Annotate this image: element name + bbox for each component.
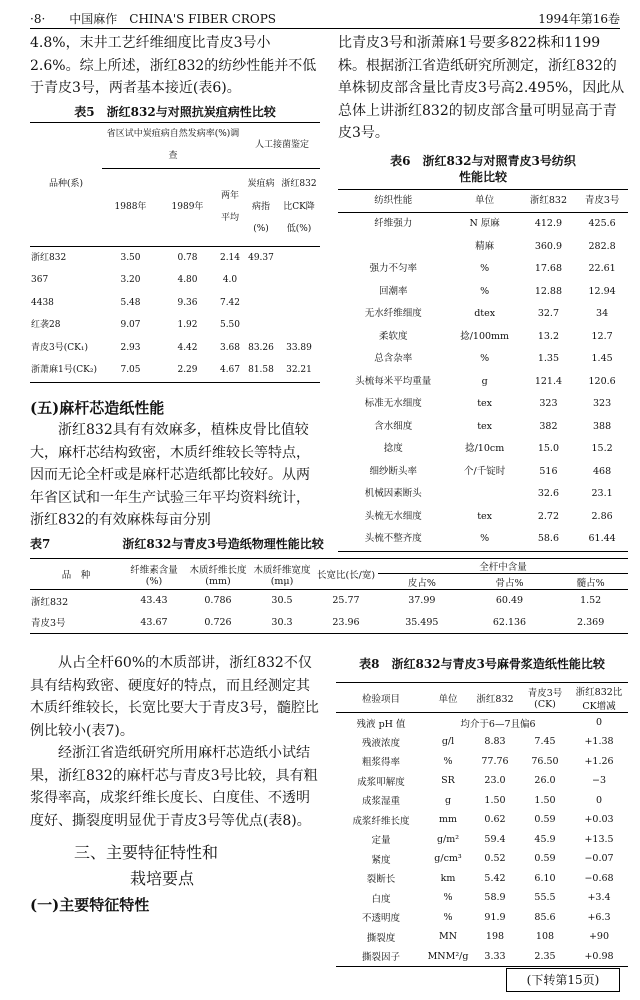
subsection-1-heading: (一)主要特征特性 bbox=[30, 896, 150, 914]
table8-cell: 成浆纤维长度 bbox=[352, 815, 410, 827]
table5-cell: 2.29 bbox=[177, 365, 198, 375]
table5-header-avg: 两年平均 bbox=[220, 190, 239, 223]
table6-cell: 61.44 bbox=[588, 533, 616, 544]
table8-cell: 均介于6—7且偏6 bbox=[460, 718, 536, 730]
table5-cell: 4438 bbox=[31, 297, 54, 308]
table7-header-length: 木质纤维长度(mm) bbox=[189, 564, 247, 587]
table7-header-pith: 髓占% bbox=[576, 577, 605, 589]
table7-cell: 43.43 bbox=[140, 595, 168, 607]
table5-cell bbox=[244, 314, 278, 337]
page-number: ·8· bbox=[30, 12, 46, 26]
table5-cell: 5.48 bbox=[120, 297, 141, 308]
table8-cell: mm bbox=[438, 814, 458, 826]
table5-cell: 4.42 bbox=[177, 342, 198, 353]
table8-cell: 撕裂因子 bbox=[361, 952, 400, 963]
table5-cell bbox=[244, 292, 278, 315]
table6 bbox=[338, 189, 628, 552]
table6-cell: 无水纤维细度 bbox=[364, 308, 422, 319]
table8-cell: 108 bbox=[535, 931, 555, 943]
table6-cell: 细纱断头率 bbox=[369, 465, 418, 477]
table8-cell: % bbox=[443, 892, 453, 904]
table7-header-width: 木质纤维宽度(mμ) bbox=[253, 564, 311, 587]
table8-cell: 0.59 bbox=[534, 814, 556, 826]
bottom-left-paragraph-2: 经浙江省造纸研究所用麻杆芯造纸小试结果，浙红832的麻杆芯与青皮3号比较，具有粗浆得率高，成浆纤维长度长、白度佳、不透明度好、撕裂度明显优于青皮3号等优点(表8)。 bbox=[30, 745, 318, 829]
table8-cell: g/cm³ bbox=[434, 853, 462, 865]
table7-cell: 0.726 bbox=[204, 616, 232, 628]
table7-cell: 30.3 bbox=[271, 616, 293, 628]
section-3-heading-line1: 三、主要特征特性和 bbox=[74, 843, 219, 862]
table8-header-zh: 浙红832 bbox=[476, 693, 514, 705]
table8-cell: +6.3 bbox=[587, 911, 611, 923]
table5-cell: 4.0 bbox=[222, 275, 238, 285]
table5-cell: 3.68 bbox=[219, 342, 241, 353]
table7-cell: 60.49 bbox=[495, 595, 524, 607]
table5-cell: 4.67 bbox=[219, 365, 241, 375]
table6-header: 单位 bbox=[475, 194, 495, 206]
table6-cell: 323 bbox=[593, 398, 612, 409]
table8 bbox=[336, 682, 628, 967]
journal-title: 中国麻作 CHINA'S FIBER CROPS bbox=[69, 12, 277, 26]
table5-cell: 7.05 bbox=[120, 365, 141, 375]
table8-cell: 26.0 bbox=[534, 775, 556, 787]
table5-cell: 2.14 bbox=[219, 252, 241, 263]
table8-header-unit: 单位 bbox=[438, 693, 458, 705]
table6-cell bbox=[449, 483, 521, 506]
table7-header-bone: 骨占% bbox=[495, 577, 524, 589]
table6-cell: 412.9 bbox=[534, 218, 563, 229]
table7-header-cellulose: 纤维素含量(%) bbox=[130, 564, 178, 587]
table6-cell: 回潮率 bbox=[379, 285, 408, 297]
table7-cell: 2.369 bbox=[577, 616, 605, 628]
running-header bbox=[30, 8, 620, 28]
table6-cell: 1.45 bbox=[591, 353, 613, 364]
table8-cell: 6.10 bbox=[534, 872, 556, 884]
table8-cell: 紧度 bbox=[371, 854, 391, 866]
table7-cell: 35.495 bbox=[405, 616, 439, 628]
bottom-left-column bbox=[30, 652, 320, 917]
table8-caption: 表8 浙红832与青皮3号麻骨浆造纸性能比较 bbox=[359, 657, 605, 671]
table8-cell: 85.6 bbox=[534, 911, 556, 923]
table6-cell: 15.2 bbox=[591, 443, 613, 454]
table7-caption: 表7 浙红832与青皮3号造纸物理性能比较 bbox=[30, 537, 324, 551]
table5-cell: 浙萧麻1号(CK₂) bbox=[31, 365, 97, 375]
table5-cell: 49.37 bbox=[248, 252, 274, 263]
table6-cell: 121.4 bbox=[534, 375, 563, 387]
table8-cell: 白度 bbox=[371, 893, 391, 905]
table5-cell bbox=[278, 269, 320, 292]
table6-cell bbox=[338, 236, 449, 259]
table8-cell: 1.50 bbox=[484, 794, 506, 806]
table8-cell: 3.33 bbox=[484, 950, 506, 962]
table5-cell: 9.36 bbox=[177, 297, 198, 308]
bottom-left-paragraph-1: 从占全杆60%的木质部讲，浙红832不仅具有结构致密、硬度好的特点，而且经测定其木质纤维较长，长宽比要大于青皮3号，髓腔比例比较小(表7)。 bbox=[30, 655, 319, 739]
table5-cell: 3.50 bbox=[120, 252, 141, 263]
left-paragraph-1: 4.8%，末井工艺纤维细度比青皮3号小2.6%。综上所述，浙红832的纺纱性能并不低于青皮3号，两者基本接近(表6)。 bbox=[30, 35, 317, 96]
table8-cell: +0.98 bbox=[584, 950, 614, 962]
table8-cell: 定量 bbox=[371, 835, 391, 847]
table6-cell: 425.6 bbox=[588, 218, 616, 229]
left-paragraph-2: 浙红832具有有效麻多，植株皮骨比值较大，麻杆芯结构致密，木质纤维较长等特点，因而无论全杆或是麻杆芯造纸都比较好。从两年省区试和一年生产试验三年平均资料统计，浙红832的有效麻株每亩分别 bbox=[30, 422, 310, 528]
table6-cell: tex bbox=[477, 420, 493, 432]
table6-cell: 捻度 bbox=[383, 443, 403, 454]
table7-cell: 青皮3号 bbox=[31, 618, 66, 630]
table6-cell: tex bbox=[477, 398, 493, 409]
table6-cell: 机械因素断头 bbox=[364, 488, 422, 499]
table6-cell: 12.7 bbox=[591, 330, 613, 342]
table6-cell: 58.6 bbox=[537, 533, 559, 544]
table8-cell: 0 bbox=[595, 794, 603, 806]
table5-header-1988: 1988年 bbox=[114, 201, 147, 212]
table5-cell: 4.80 bbox=[177, 275, 198, 285]
table7-cell: 23.96 bbox=[332, 616, 360, 628]
table8-cell: 198 bbox=[485, 931, 505, 943]
table7-header-ratio: 长宽比(长/宽) bbox=[316, 570, 376, 581]
table8-cell: 76.50 bbox=[531, 755, 559, 767]
table5-cell: 7.42 bbox=[219, 297, 241, 308]
table6-cell: 2.72 bbox=[537, 510, 559, 522]
table6-header: 纺织性能 bbox=[374, 194, 413, 206]
table8-cell: 0.62 bbox=[484, 814, 506, 826]
table5-header-artificial: 人工接菌鉴定 bbox=[244, 122, 320, 168]
table5-caption: 表5 浙红832与对照抗炭疽病性比较 bbox=[74, 104, 276, 119]
table6-cell: 12.88 bbox=[534, 285, 563, 297]
table8-cell: −0.07 bbox=[584, 853, 614, 865]
table8-cell: 撕裂度 bbox=[366, 932, 396, 944]
table8-cell: 0.59 bbox=[534, 853, 556, 865]
page-number-and-journal bbox=[30, 10, 276, 27]
table8-cell: +0.03 bbox=[584, 814, 614, 826]
table5-cell bbox=[278, 314, 320, 337]
table8-cell: 59.4 bbox=[484, 833, 506, 845]
table7-cell: 43.67 bbox=[140, 616, 168, 628]
table7-cell: 1.52 bbox=[580, 595, 602, 607]
table6-cell: 120.6 bbox=[588, 375, 616, 387]
table6-cell: % bbox=[480, 353, 490, 364]
table7-cell: 62.136 bbox=[492, 616, 527, 628]
table8-cell: 0.52 bbox=[484, 853, 506, 865]
table5-header-ck: 浙红832比CK降低(%) bbox=[281, 179, 317, 235]
table5-cell: 5.50 bbox=[219, 320, 241, 330]
table7-cell: 浙红832 bbox=[31, 596, 69, 608]
table8-cell: +1.26 bbox=[584, 755, 614, 767]
table6-cell: 15.0 bbox=[537, 443, 559, 454]
table8-header-diff: 浙红832比CK增减 bbox=[575, 686, 623, 712]
table8-cell: 不透明度 bbox=[361, 913, 400, 925]
table6-cell: 强力不匀率 bbox=[369, 263, 418, 274]
table6-cell: 标准无水细度 bbox=[364, 398, 422, 409]
section-5-heading: (五)麻杆芯造纸性能 bbox=[30, 398, 165, 417]
table8-cell: 裂断长 bbox=[366, 874, 396, 886]
table7-header-bark: 皮占% bbox=[407, 577, 436, 589]
table5-header-variety: 品种(系) bbox=[48, 178, 84, 189]
table7-cell: 0.786 bbox=[204, 595, 232, 607]
table7-cell: 30.5 bbox=[271, 595, 293, 607]
table6-cell: 360.9 bbox=[534, 240, 563, 252]
table5-cell bbox=[278, 292, 320, 315]
table5-cell bbox=[244, 269, 278, 292]
table8-cell: −3 bbox=[591, 775, 606, 787]
table8-cell: +90 bbox=[588, 931, 610, 943]
table6-caption-line1: 表6 浙红832与对照青皮3号纺织 bbox=[390, 153, 576, 168]
table8-cell: 23.0 bbox=[484, 775, 506, 787]
table5-cell: 红袭28 bbox=[31, 320, 61, 330]
table6-caption-line2: 性能比较 bbox=[458, 169, 507, 184]
table8-cell: SR bbox=[441, 775, 455, 787]
table8-cell: MN bbox=[438, 931, 458, 943]
table7-header-variety: 品 种 bbox=[61, 570, 91, 581]
table8-cell: 91.9 bbox=[484, 911, 506, 923]
table8-cell: 45.9 bbox=[534, 833, 556, 845]
table6-cell: 1.35 bbox=[537, 353, 559, 364]
table6-caption bbox=[338, 153, 628, 185]
table6-cell: 22.61 bbox=[588, 263, 616, 274]
table5-cell: 32.21 bbox=[286, 365, 312, 375]
section-3-heading bbox=[30, 840, 320, 892]
table6-cell: 34 bbox=[596, 308, 609, 319]
table5-cell: 2.93 bbox=[120, 342, 141, 353]
table6-cell: 含水细度 bbox=[374, 420, 413, 432]
table5-cell: 83.26 bbox=[248, 342, 274, 353]
table6-cell: 382 bbox=[539, 420, 558, 432]
table6-cell: 柔软度 bbox=[379, 330, 408, 342]
table8-header-qp: 青皮3号(CK) bbox=[527, 688, 563, 710]
table6-cell: 12.94 bbox=[588, 285, 616, 297]
table5-cell: 0.78 bbox=[177, 252, 198, 263]
table8-cell: 7.45 bbox=[534, 736, 556, 748]
table8-cell: 77.76 bbox=[481, 755, 509, 767]
table6-cell: % bbox=[480, 263, 490, 274]
table8-cell: 粗浆得率 bbox=[361, 757, 400, 769]
table5-header-field: 省区试中炭疽病自然发病率(%)调查 bbox=[102, 122, 244, 168]
table5 bbox=[30, 122, 320, 383]
table6-cell: N 原麻 bbox=[469, 218, 500, 229]
table6-cell: 2.86 bbox=[591, 510, 613, 522]
table5-cell: 367 bbox=[31, 275, 49, 285]
table8-header-item: 检验项目 bbox=[361, 693, 400, 705]
table6-cell: 323 bbox=[539, 398, 558, 409]
table8-cell: 5.42 bbox=[484, 872, 506, 884]
table7-cell: 37.99 bbox=[408, 595, 436, 607]
table6-cell: 516 bbox=[539, 465, 558, 477]
table5-cell: 浙红832 bbox=[31, 252, 67, 263]
table5-cell: 33.89 bbox=[286, 342, 312, 353]
table6-cell: 总含杂率 bbox=[374, 353, 413, 364]
table6-cell: 23.1 bbox=[591, 488, 613, 499]
table6-cell: 纤维强力 bbox=[374, 218, 413, 229]
table5-header-1989: 1989年 bbox=[171, 201, 204, 212]
table6-cell: 头梳每米平均重量 bbox=[355, 375, 432, 387]
table6-cell: tex bbox=[477, 510, 493, 522]
table6-cell: % bbox=[480, 285, 490, 297]
table6-cell: g bbox=[481, 375, 488, 387]
table8-cell: MNM²/g bbox=[427, 950, 469, 962]
table6-cell: % bbox=[480, 533, 490, 544]
table8-cell: 1.50 bbox=[534, 794, 556, 806]
table6-cell: 精麻 bbox=[475, 240, 495, 252]
table5-cell: 青皮3号(CK₁) bbox=[31, 342, 88, 353]
table8-cell: 成浆湿重 bbox=[361, 796, 400, 808]
table5-cell: 1.92 bbox=[177, 320, 198, 330]
table6-cell: 个/千锭时 bbox=[464, 465, 506, 477]
table7-cell: 25.77 bbox=[332, 595, 360, 607]
table6-cell: 388 bbox=[593, 420, 612, 432]
table6-cell: 282.8 bbox=[588, 240, 616, 252]
table8-cell: −0.68 bbox=[584, 872, 614, 884]
header-rule bbox=[30, 28, 620, 29]
section-3-heading-line2: 栽培要点 bbox=[130, 869, 195, 888]
continued-note: (下转第15页) bbox=[506, 968, 620, 992]
table8-cell: 0 bbox=[595, 717, 603, 728]
table5-cell: 9.07 bbox=[120, 320, 141, 330]
table7-header-whole: 全杆中含量 bbox=[378, 559, 628, 574]
table8-cell: 残液 pH 值 bbox=[356, 718, 406, 730]
table8-cell: 2.35 bbox=[534, 950, 556, 962]
table8-cell: +3.4 bbox=[587, 892, 611, 904]
table8-cell: % bbox=[443, 755, 453, 767]
table7-block bbox=[30, 536, 628, 634]
table6-cell: 468 bbox=[593, 465, 612, 477]
table8-cell: 成浆叩解度 bbox=[357, 776, 405, 788]
table8-cell: 残液浓度 bbox=[361, 737, 400, 749]
table7 bbox=[30, 558, 628, 634]
table8-cell: g/m² bbox=[436, 833, 460, 845]
right-paragraph-1: 比青皮3号和浙萧麻1号要多822株和1199株。根据浙江省造纸研究所测定，浙红832的单株韧皮部含量比青皮3号高2.495%，因此从总体上讲浙红832的韧皮部含量可明显高于青皮3号。 bbox=[338, 35, 625, 141]
table8-cell: km bbox=[440, 872, 456, 884]
table5-header-index: 炭疽病病指(%) bbox=[247, 179, 275, 235]
table6-cell: dtex bbox=[474, 308, 496, 319]
table6-cell: 17.68 bbox=[534, 263, 563, 274]
table6-header: 浙红832 bbox=[529, 194, 567, 206]
table8-cell: +1.38 bbox=[584, 736, 614, 748]
table6-header: 青皮3号 bbox=[584, 194, 620, 206]
right-column bbox=[338, 32, 628, 552]
table8-cell: % bbox=[443, 911, 453, 923]
table8-cell: 8.83 bbox=[484, 736, 506, 748]
table6-cell: 32.7 bbox=[537, 308, 559, 319]
left-column bbox=[30, 32, 320, 532]
table6-cell: 头梳不整齐度 bbox=[364, 533, 422, 544]
table8-cell: g bbox=[444, 794, 452, 806]
table6-cell: 捻/10cm bbox=[465, 443, 505, 454]
table8-block bbox=[336, 656, 628, 967]
table8-cell: 55.5 bbox=[534, 892, 556, 904]
table5-cell: 3.20 bbox=[120, 275, 141, 285]
table6-cell: 捻/100mm bbox=[460, 330, 510, 342]
table5-cell: 81.58 bbox=[248, 365, 274, 375]
issue-label: 1994年第16卷 bbox=[538, 12, 620, 26]
table6-cell: 13.2 bbox=[537, 330, 559, 342]
table5-cell bbox=[278, 246, 320, 269]
table6-cell: 头梳无水细度 bbox=[364, 510, 422, 522]
table6-cell: 32.6 bbox=[537, 488, 559, 499]
table8-cell: 58.9 bbox=[484, 892, 506, 904]
table8-cell: +13.5 bbox=[584, 833, 614, 845]
table8-cell: g/l bbox=[441, 736, 455, 748]
